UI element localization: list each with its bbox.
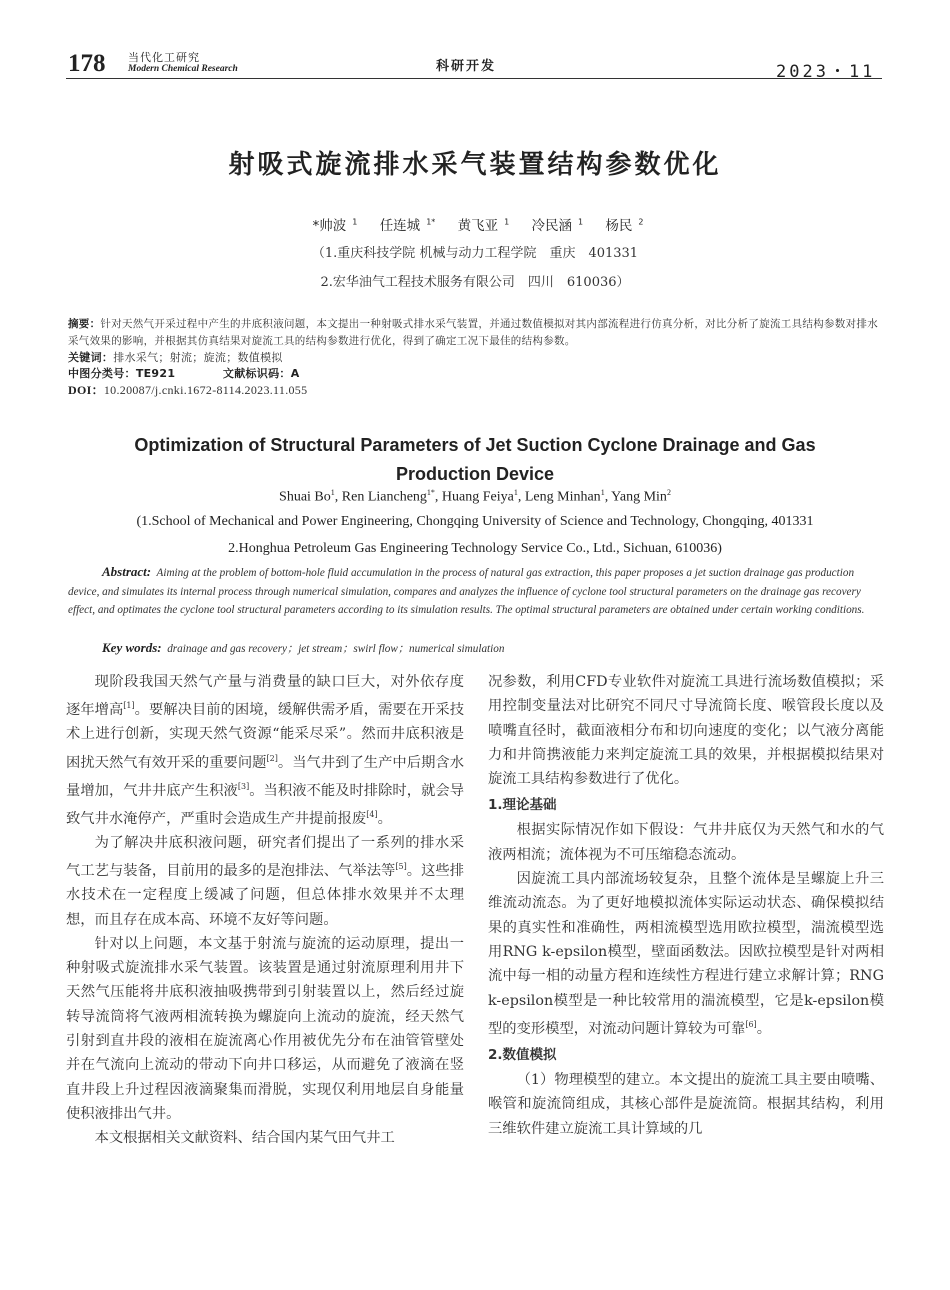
paper-title-en: Optimization of Structural Parameters of Jet Suction Cyclone Drainage and Gas Production Device <box>134 435 816 484</box>
journal-name-cn: 当代化工研究 <box>128 51 200 64</box>
keywords-cn: 关键词：排水采气；射流；旋流；数值模拟 <box>68 351 283 364</box>
header-rule <box>66 78 882 79</box>
issue-date: 2023・11 <box>776 62 876 82</box>
author-cn: 杨民 $^2$ <box>605 217 644 234</box>
body-paragraph: （1）物理模型的建立。本文提出的旋流工具主要由喷嘴、喉管和旋流筒组成，其核心部件是旋流筒。根据其结构，利用三维软件建立旋流工具计算域的几 <box>488 1071 884 1137</box>
section-name: 科研开发 <box>436 59 497 74</box>
authors-en: Shuai Bo$^1$, Ren Liancheng$^{1*}$, Huang Feiya$^1$, Leng Minhan$^1$, Yang Min$^2$ <box>279 488 671 505</box>
body-column-right <box>488 670 884 1141</box>
body-paragraph: 本文根据相关文献资料、结合国内某气田气井工 <box>94 1130 395 1147</box>
affiliation-en-1: (1.School of Mechanical and Power Engineering, Chongqing University of Science and Technology, Chongqing, 401331 <box>136 514 814 529</box>
keywords-en: Key words: drainage and gas recovery；jet stream；swirl flow；numerical simulation <box>102 640 505 655</box>
author-cn: *帅波 $^1$ <box>312 217 358 234</box>
author-cn: 任连城 $^{1*}$ <box>379 217 436 234</box>
paper-title-cn: 射吸式旋流排水采气装置结构参数优化 <box>228 150 722 180</box>
body-paragraph: 因旋流工具内部流场较复杂，且整个流体是呈螺旋上升三维流动流态。为了更好地模拟流体实际运动状态、确保模拟结果的真实性和准确性，两相流模型选用欧拉模型，湍流模型选用RNG k-epsilon模型，壁面函数法。因欧拉模型是针对两相流中每一相的动量方程和连续性方程进行建立求解计算；RNG k-epsilon模型是一种比较常用的湍流模型，它是k-epsilon模型的变形模型，对流动问题计算较为可靠[6]。 <box>488 871 884 1037</box>
body-paragraph: 针对以上问题，本文基于射流与旋流的运动原理，提出一种射吸式旋流排水采气装置。该装置是通过射流原理利用井下天然气压能将井底积液抽吸携带到引射装置以上，然后经过旋转导流筒将气液两相流转换为螺旋向上流动的旋流，经天然气引射到直井段的液相在旋流离心作用被优先分布在油管管壁处并在气流向上流动的带动下向井口移运，从而避免了液滴在竖直井段上升过程因液滴聚集而滑脱，实现仅利用地层自身能量使积液排出气井。 <box>66 935 464 1122</box>
page-number: 178 <box>68 50 106 77</box>
authors-cn <box>0 214 950 234</box>
author-cn: 黄飞亚 $^1$ <box>457 217 510 234</box>
doi-line: DOI：10.20087/j.cnki.1672-8114.2023.11.055 <box>68 383 308 397</box>
author-cn: 冷民涵 $^1$ <box>531 217 584 234</box>
affiliation-cn-1: （1.重庆科技学院 机械与动力工程学院 重庆 401331 <box>311 246 639 261</box>
section-heading-1: 1.理论基础 <box>488 797 557 814</box>
abstract-en: Abstract: Aiming at the problem of bottom-hole fluid accumulation in the process of natural gas extraction, this paper proposes a jet suction drainage gas production device, and simulates its internal process through numerical simulation, compares and analyzes the influence of cyclone tool structural parameters on the drainage gas recovery effect, and optimates the cyclone tool structural parameters according to its simulation results. The optimal structural parameters are obtained under certain working conditions. <box>68 564 865 616</box>
body-paragraph: 根据实际情况作如下假设：气井井底仅为天然气和水的气液两相流；流体视为不可压缩稳态流动。 <box>488 822 884 863</box>
body-column-left <box>66 670 464 1150</box>
body-paragraph: 现阶段我国天然气产量与消费量的缺口巨大，对外依存度逐年增高[1]。要解决目前的困境，缓解供需矛盾，需要在开采技术上进行创新，实现天然气资源“能采尽采”。然而井底积液是困扰天然气有效开采的重要问题[2]。当气井到了生产中后期含水量增加，气井井底产生积液[3]。当积液不能及时排除时，就会导致气井水淹停产，严重时会造成生产井提前报废[4]。 <box>66 674 465 827</box>
abstract-cn-block <box>68 316 882 399</box>
section-heading-2: 2.数值模拟 <box>488 1046 557 1063</box>
affiliation-cn-2: 2.宏华油气工程技术服务有限公司 四川 610036） <box>320 275 630 290</box>
abstract-cn: 摘要：针对天然气开采过程中产生的井底积液问题，本文提出一种射吸式排水采气装置，并通过数值模拟对其内部流程进行仿真分析，对比分析了旋流工具结构参数对排水采气效果的影响，并根据其仿真结果对旋流工具的结构参数进行优化，得到了确定工况下最佳的结构参数。 <box>68 318 879 347</box>
journal-name-en: Modern Chemical Research <box>128 64 238 74</box>
affiliation-en-2: 2.Honghua Petroleum Gas Engineering Technology Service Co., Ltd., Sichuan, 610036) <box>228 541 722 556</box>
clc-line: 中图分类号：TE921 文献标识码：A <box>68 367 300 380</box>
body-paragraph: 为了解决井底积液问题，研究者们提出了一系列的排水采气工艺与装备，目前用的最多的是泡排法、气举法等[5]。这些排水技术在一定程度上缓减了问题，但总体排水效果并不太理想，而且存在成本高、环境不友好等问题。 <box>66 834 465 928</box>
body-paragraph: 况参数，利用CFD专业软件对旋流工具进行流场数值模拟；采用控制变量法对比研究不同尺寸导流筒长度、喉管段长度以及喷嘴直径时，截面液相分布和切向速度的变化；以气液分离能力和井筒携液能力来判定旋流工具的效果，并根据模拟结果对旋流工具结构参数进行了优化。 <box>488 674 884 788</box>
